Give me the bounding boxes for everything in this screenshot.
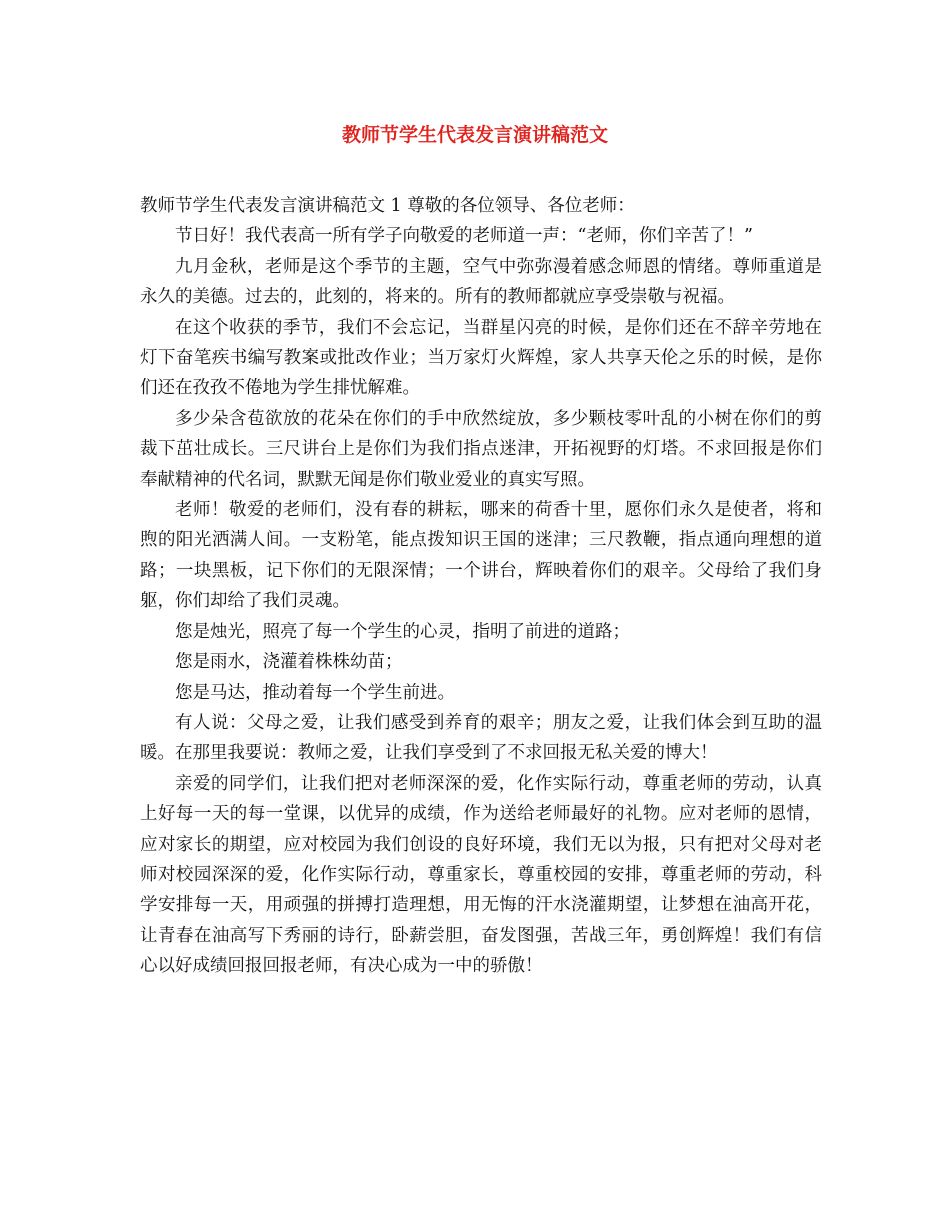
paragraph: 您是马达，推动着每一个学生前进。 [175,682,455,703]
paragraph: 亲爱的同学们，让我们把对老师深深的爱，化作实际行动，尊重老师的劳动，认真上好每一天的每一堂课，以优异的成绩，作为送给老师最好的礼物。应对老师的恩情，应对家长的期望，应对校园为我们创设的良好环境，我们无以为报，只有把对父母对老师对校园深深的爱，化作实际行动，尊重家长，尊重校园的安排，尊重老师的劳动，科学安排每一天，用顽强的拼搏打造理想，用无悔的汗水浇灌期望，让梦想在油高开花，让青春在油高写下秀丽的诗行，卧薪尝胆，奋发图强，苦战三年，勇创辉煌！我们有信心以好成绩回报回报老师，有决心成为一中的骄傲！ [140,773,822,977]
paragraph: 您是烛光，照亮了每一个学生的心灵，指明了前进的道路； [175,621,630,642]
paragraph: 您是雨水，浇灌着株株幼苗； [175,652,403,673]
paragraph-salutation: 教师节学生代表发言演讲稿范文 1 尊敬的各位领导、各位老师： [140,196,635,216]
document-title: 教师节学生代表发言演讲稿范文 [341,124,608,146]
paragraph: 多少朵含苞欲放的花朵在你们的手中欣然绽放，多少颗枝零叶乱的小树在你们的剪裁下茁壮成长。三尺讲台上是你们为我们指点迷津，开拓视野的灯塔。不求回报是你们奉献精神的代名词，默默无闻是你们敬业爱业的真实写照。 [140,408,822,490]
document-body [140,191,822,982]
paragraph: 老师！敬爱的老师们，没有春的耕耘，哪来的荷香十里，愿你们永久是使者，将和煦的阳光洒满人间。一支粉笔，能点拨知识王国的迷津；三尺教鞭，指点通向理想的道路；一块黑板，记下你们的无限深情；一个讲台，辉映着你们的艰辛。父母给了我们身躯，你们却给了我们灵魂。 [140,500,822,612]
paragraph: 在这个收获的季节，我们不会忘记，当群星闪亮的时候，是你们还在不辞辛劳地在灯下奋笔疾书编写教案或批改作业；当万家灯火辉煌，家人共享天伦之乐的时候，是你们还在孜孜不倦地为学生排忧解难。 [140,317,822,399]
paragraph: 九月金秋，老师是这个季节的主题，空气中弥弥漫着感念师恩的情绪。尊师重道是永久的美德。过去的，此刻的，将来的。所有的教师都就应享受崇敬与祝福。 [140,256,822,308]
paragraph: 有人说：父母之爱，让我们感受到养育的艰辛；朋友之爱，让我们体会到互助的温暖。在那里我要说：教师之爱，让我们享受到了不求回报无私关爱的博大！ [140,712,822,764]
paragraph-greeting: 节日好！我代表高一所有学子向敬爱的老师道一声：“老师，你们辛苦了！” [175,226,753,247]
